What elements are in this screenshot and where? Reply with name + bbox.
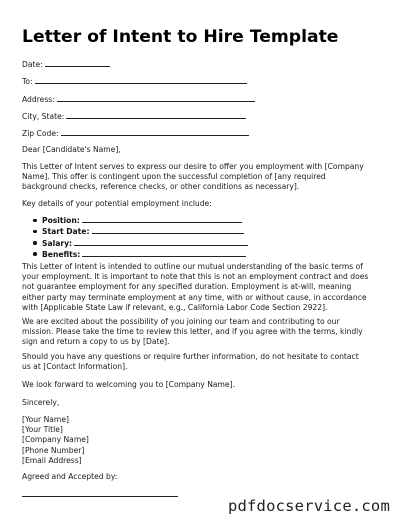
watermark: pdfdocservice.com <box>227 497 390 515</box>
signoff: Sincerely, <box>22 398 60 407</box>
benefits-blank <box>82 249 246 257</box>
address-blank <box>57 94 255 102</box>
start-date-blank <box>92 226 244 234</box>
your-title-placeholder: [Your Title] <box>22 425 63 435</box>
position-label: Position: <box>42 216 80 225</box>
salary-label: Salary: <box>42 238 73 248</box>
signature-line <box>22 496 178 497</box>
to-field <box>22 76 247 87</box>
address-label: Address: <box>22 95 55 104</box>
zip-code-label: Zip Code: <box>22 129 59 138</box>
document-title: Letter of Intent to Hire Template <box>22 27 339 47</box>
excited-line: mission. Please take the time to review this letter, and if you agree with the terms, kindly <box>22 327 363 337</box>
date-field <box>22 59 110 70</box>
list-item <box>22 238 248 249</box>
salary-blank <box>74 238 248 246</box>
questions-line: us at [Contact Information]. <box>22 362 128 372</box>
benefits-label: Benefits: <box>42 249 81 259</box>
excited-line: sign and return a copy to us by [Date]. <box>22 337 170 347</box>
company-name-placeholder: [Company Name] <box>22 435 89 445</box>
list-item <box>22 215 248 226</box>
city-state-blank <box>66 111 246 119</box>
terms-line: with [Applicable State Law if relevant, e.g., California Labor Code Section 2922]. <box>22 302 328 312</box>
date-blank <box>45 59 110 67</box>
terms-line: not guarantee employment for any specified duration. Employment is at-will, meaning <box>22 282 352 292</box>
date-label: Date: <box>22 60 43 69</box>
list-item <box>22 249 248 260</box>
terms-line: either party may terminate employment at any time, with or without cause, in accordance <box>22 292 367 302</box>
intro-line: background checks, reference checks, or other conditions as necessary]. <box>22 182 300 192</box>
email-address-placeholder: [Email Address] <box>22 455 82 465</box>
zip-code-field <box>22 128 249 139</box>
questions-line: Should you have any questions or require further information, do not hesitate to contact <box>22 352 359 361</box>
excited-paragraph <box>22 317 388 348</box>
agreed-label: Agreed and Accepted by: <box>22 472 118 481</box>
signature-block <box>22 415 388 466</box>
city-state-label: City, State: <box>22 112 65 121</box>
closing-line: We look forward to welcoming you to [Company Name]. <box>22 380 235 389</box>
zip-code-blank <box>61 128 249 136</box>
your-name-placeholder: [Your Name] <box>22 415 69 424</box>
details-heading: Key details of your potential employment include: <box>22 199 212 208</box>
to-blank <box>35 76 247 84</box>
to-label: To: <box>22 77 33 86</box>
intro-line: This Letter of Intent serves to express our desire to offer you employment with [Company <box>22 162 364 171</box>
terms-line: This Letter of Intent is intended to outline our mutual understanding of the basic terms of <box>22 262 363 271</box>
position-blank <box>82 215 242 223</box>
list-item <box>22 226 248 237</box>
questions-paragraph <box>22 352 388 372</box>
phone-number-placeholder: [Phone Number] <box>22 445 85 455</box>
city-state-field <box>22 111 246 122</box>
intro-line: Name]. This offer is contingent upon the successful completion of [any required <box>22 172 326 182</box>
salutation: Dear [Candidate's Name], <box>22 145 121 154</box>
address-field <box>22 94 255 105</box>
intro-paragraph <box>22 162 388 193</box>
start-date-label: Start Date: <box>42 227 90 237</box>
employment-details-list <box>22 215 248 260</box>
terms-paragraph <box>22 262 388 313</box>
terms-line: your employment. It is important to note that this is not an employment contract and does <box>22 272 369 282</box>
excited-line: We are excited about the possibility of you joining our team and contributing to our <box>22 317 340 326</box>
